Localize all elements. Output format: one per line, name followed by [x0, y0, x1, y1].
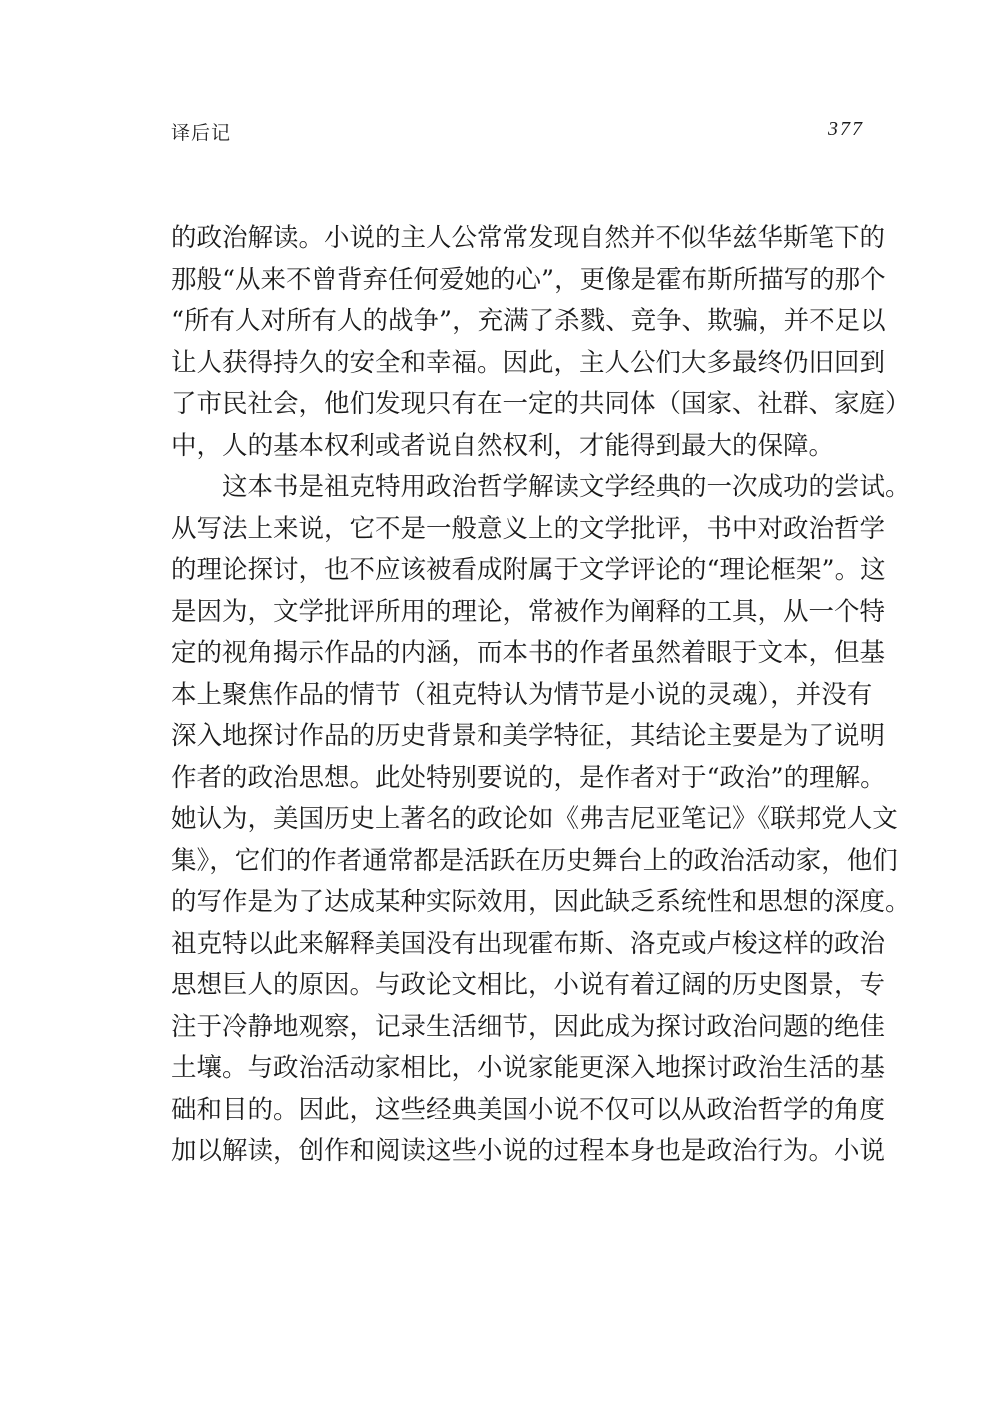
page-number: 377 — [828, 118, 864, 140]
text-line: 注于冷静地观察，记录生活细节，因此成为探讨政治问题的绝佳 — [171, 1011, 886, 1042]
text-line: 是因为，文学批评所用的理论，常被作为阐释的工具，从一个特 — [171, 596, 886, 627]
text-line: 加以解读，创作和阅读这些小说的过程本身也是政治行为。小说 — [171, 1136, 886, 1166]
text-line: 集》，它们的作者通常都是活跃在历史舞台上的政治活动家，他们 — [171, 845, 898, 876]
text-line: 了市民社会，他们发现只有在一定的共同体（国家、社群、家庭） — [171, 389, 911, 419]
text-line: 的政治解读。小说的主人公常常发现自然并不似华兹华斯笔下的 — [171, 223, 886, 253]
text-line: 的理论探讨，也不应该被看成附属于文学评论的“理论框架”。这 — [171, 555, 886, 585]
body-text — [171, 218, 911, 1173]
text-line: 那般“从来不曾背弃任何爱她的心”，更像是霍布斯所描写的那个 — [171, 264, 886, 295]
text-line: 作者的政治思想。此处特别要说的，是作者对于“政治”的理解。 — [171, 762, 886, 793]
text-line: 她认为，美国历史上著名的政论如《弗吉尼亚笔记》《联邦党人文 — [171, 804, 898, 834]
text-line: 土壤。与政治活动家相比，小说家能更深入地探讨政治生活的基 — [171, 1053, 886, 1083]
text-line: “所有人对所有人的战争”，充满了杀戮、竞争、欺骗，并不足以 — [171, 306, 886, 336]
paragraph-end-line: 中，人的基本权利或者说自然权利，才能得到最大的保障。 — [171, 430, 835, 461]
text-line: 定的视角揭示作品的内涵，而本书的作者虽然着眼于文本，但基 — [171, 638, 886, 668]
text-line: 的写作是为了达成某种实际效用，因此缺乏系统性和思想的深度。 — [171, 887, 911, 917]
text-line: 深入地探讨作品的历史背景和美学特征，其结论主要是为了说明 — [171, 721, 886, 751]
text-line: 本上聚焦作品的情节（祖克特认为情节是小说的灵魂），并没有 — [171, 679, 873, 710]
text-line: 从写法上来说，它不是一般意义上的文学批评，书中对政治哲学 — [171, 513, 886, 544]
paragraph-first-line: 这本书是祖克特用政治哲学解读文学经典的一次成功的尝试。 — [222, 472, 911, 502]
text-line: 祖克特以此来解释美国没有出现霍布斯、洛克或卢梭这样的政治 — [171, 928, 886, 959]
chapter-title: 译后记 — [171, 122, 232, 144]
text-line: 思想巨人的原因。与政论文相比，小说有着辽阔的历史图景，专 — [171, 970, 886, 1000]
text-line: 让人获得持久的安全和幸福。因此，主人公们大多最终仍旧回到 — [171, 347, 886, 378]
running-header — [171, 118, 871, 148]
text-line: 础和目的。因此，这些经典美国小说不仅可以从政治哲学的角度 — [171, 1094, 886, 1125]
